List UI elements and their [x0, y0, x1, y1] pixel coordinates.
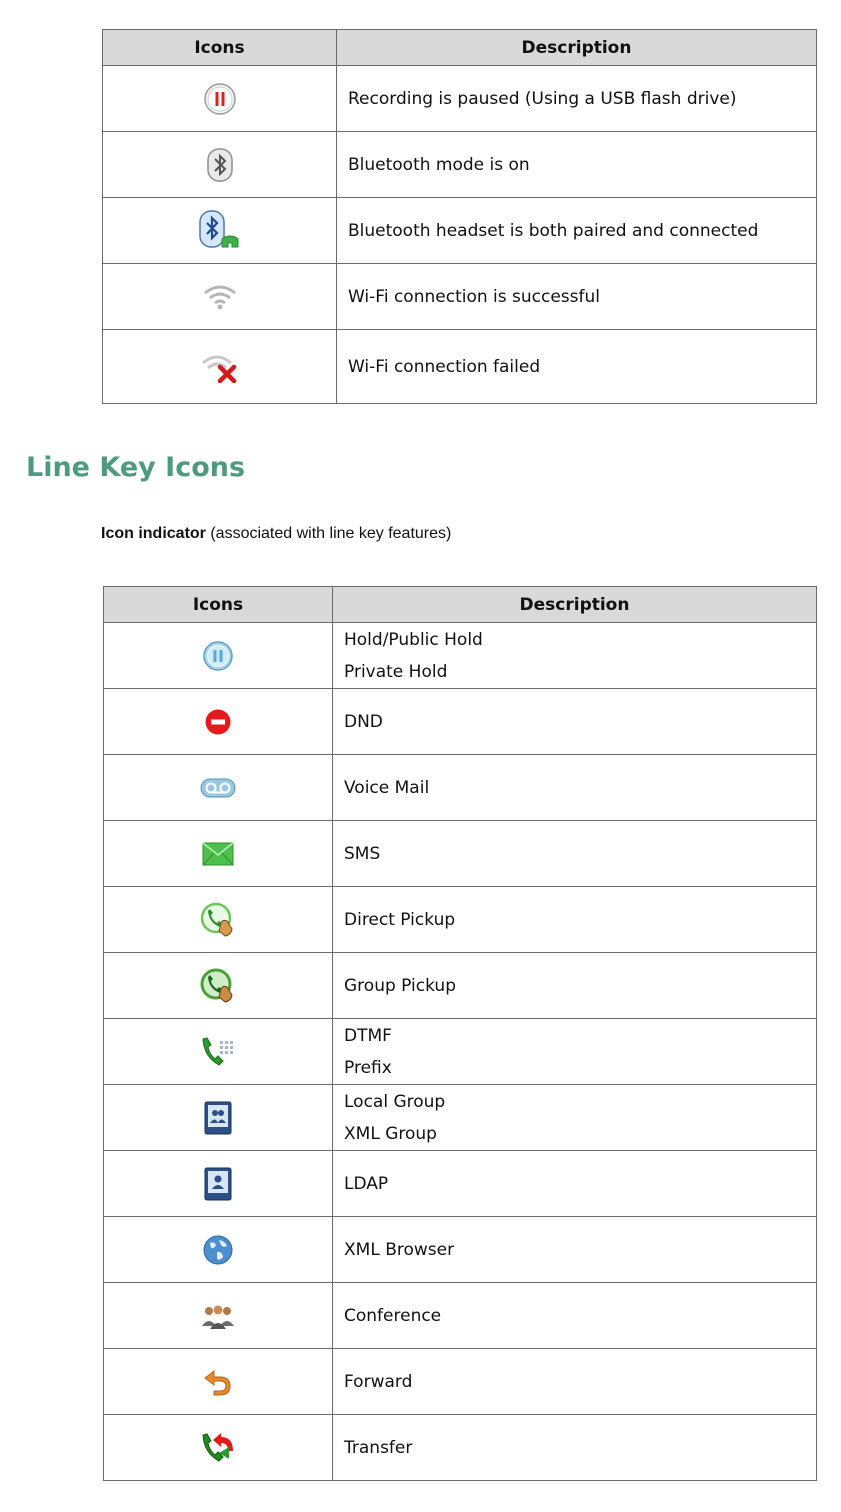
row-description: Voice Mail [333, 755, 817, 821]
sms-envelope-icon [202, 842, 234, 866]
table-row [104, 821, 817, 887]
table-row [104, 1019, 817, 1085]
dnd-icon [204, 708, 232, 736]
table-row [104, 1085, 817, 1151]
wifi-failed-icon [200, 351, 240, 383]
row-description-line: Private Hold [344, 661, 448, 682]
bluetooth-headset-connected-icon [196, 209, 244, 253]
wifi-connected-icon [202, 283, 238, 311]
row-description: XML Browser [333, 1217, 817, 1283]
table-row [104, 623, 817, 689]
row-description: Group Pickup [333, 953, 817, 1019]
row-description: Forward [333, 1349, 817, 1415]
conference-icon [199, 1302, 237, 1330]
note-text: (associated with line key features) [205, 525, 452, 542]
row-description-line: Prefix [344, 1057, 392, 1078]
icon-indicator-note [101, 525, 451, 543]
note-bold: Icon indicator [101, 525, 206, 542]
table-row [103, 264, 817, 330]
row-description: SMS [333, 821, 817, 887]
table-row [103, 330, 817, 404]
table-row [104, 953, 817, 1019]
row-description: Direct Pickup [333, 887, 817, 953]
row-description: Recording is paused (Using a USB flash drive) [337, 66, 817, 132]
row-description: DND [333, 689, 817, 755]
row-description: Wi-Fi connection is successful [337, 264, 817, 330]
table-row [103, 132, 817, 198]
status-icons-table [102, 29, 817, 404]
table-row [103, 198, 817, 264]
table-row [104, 1283, 817, 1349]
section-heading: Line Key Icons [26, 452, 246, 483]
table-row [104, 1151, 817, 1217]
table-row [104, 755, 817, 821]
line-key-icons-table [103, 586, 817, 1481]
transfer-icon [199, 1431, 237, 1465]
row-description: Conference [333, 1283, 817, 1349]
row-description-line: DTMF [344, 1025, 392, 1046]
voicemail-icon [200, 777, 236, 799]
table-row [104, 1349, 817, 1415]
table-row [103, 66, 817, 132]
icons-column-header: Icons [103, 30, 337, 66]
icons-column-header: Icons [104, 587, 333, 623]
row-description-line: XML Group [344, 1123, 437, 1144]
row-description: LDAP [333, 1151, 817, 1217]
table-row [104, 887, 817, 953]
description-column-header: Description [333, 587, 817, 623]
group-pickup-icon [199, 967, 237, 1005]
direct-pickup-icon [199, 901, 237, 939]
hold-icon [202, 640, 234, 672]
row-description: Wi-Fi connection failed [337, 330, 817, 404]
row-description-line: Local Group [344, 1091, 446, 1112]
group-contacts-icon [203, 1101, 233, 1135]
table-header-row [103, 30, 817, 66]
table-header-row [104, 587, 817, 623]
dtmf-icon [199, 1035, 237, 1069]
table-row [104, 1415, 817, 1481]
recording-paused-icon [203, 82, 237, 116]
forward-arrow-icon [202, 1367, 234, 1397]
row-description: Transfer [333, 1415, 817, 1481]
ldap-contact-icon [203, 1167, 233, 1201]
bluetooth-icon [205, 147, 235, 183]
row-description: Bluetooth headset is both paired and connected [337, 198, 817, 264]
globe-icon [202, 1234, 234, 1266]
table-row [104, 1217, 817, 1283]
description-column-header: Description [337, 30, 817, 66]
table-row [104, 689, 817, 755]
row-description: Bluetooth mode is on [337, 132, 817, 198]
row-description-line: Hold/Public Hold [344, 629, 483, 650]
